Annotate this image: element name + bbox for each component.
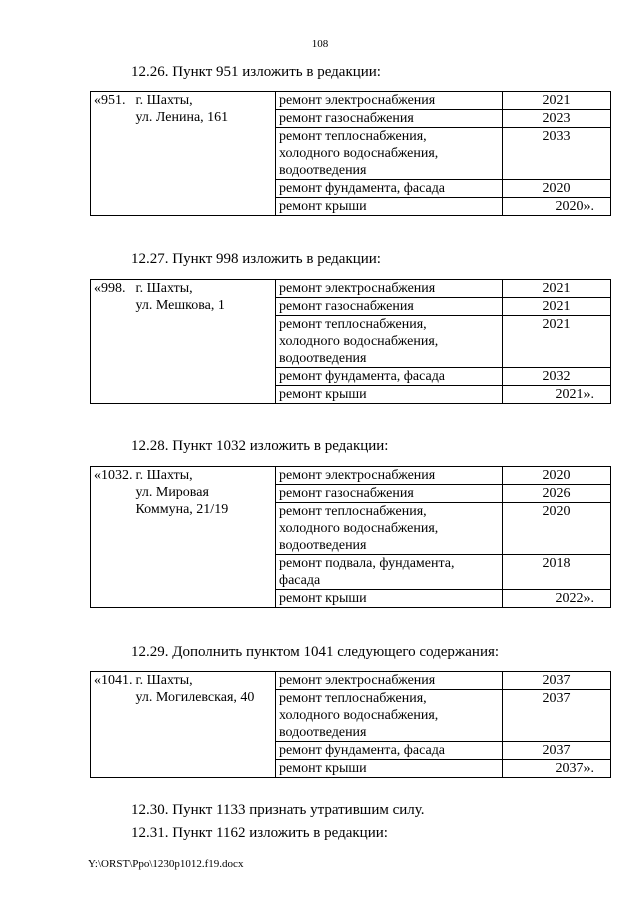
year-cell: 2020 — [503, 467, 611, 485]
work-type-line: ремонт подвала, фундамента, — [279, 556, 455, 571]
item-number: «951. — [91, 92, 133, 216]
amendment-table — [90, 279, 611, 404]
year-cell: 2037 — [503, 672, 611, 690]
amendment-table — [90, 91, 611, 216]
work-type-line: водоотведения — [279, 725, 367, 740]
amendment-table — [90, 671, 611, 778]
work-type-cell — [276, 503, 503, 555]
section-heading: 12.27. Пункт 998 изложить в редакции: — [131, 251, 381, 267]
work-type-cell — [276, 128, 503, 180]
address-line: г. Шахты, — [135, 281, 193, 296]
work-type-cell — [276, 742, 503, 760]
work-type-cell — [276, 92, 503, 110]
work-type-line: ремонт теплоснабжения, — [279, 129, 427, 144]
work-type-cell — [276, 386, 503, 404]
address-line: ул. Мешкова, 1 — [135, 298, 225, 313]
address-line: ул. Ленина, 161 — [135, 110, 229, 125]
page-number: 108 — [311, 38, 329, 50]
work-type-line: ремонт теплоснабжения, — [279, 504, 427, 519]
work-type-cell — [276, 760, 503, 778]
section-heading: 12.26. Пункт 951 изложить в редакции: — [131, 64, 381, 80]
year-cell: 2037 — [503, 690, 611, 742]
work-type-line: ремонт крыши — [279, 387, 367, 402]
work-type-line: ремонт крыши — [279, 199, 367, 214]
work-type-line: ремонт крыши — [279, 591, 367, 606]
work-type-cell — [276, 590, 503, 608]
address-cell — [133, 672, 276, 778]
year-cell: 2033 — [503, 128, 611, 180]
work-type-line: ремонт фундамента, фасада — [279, 369, 446, 384]
work-type-line: водоотведения — [279, 351, 367, 366]
closing-paragraph-2: 12.31. Пункт 1162 изложить в редакции: — [131, 825, 388, 841]
work-type-cell — [276, 690, 503, 742]
work-type-cell — [276, 555, 503, 590]
address-line: г. Шахты, — [135, 468, 193, 483]
year-cell: 2032 — [503, 368, 611, 386]
year-cell: 2021». — [503, 386, 611, 404]
work-type-line: ремонт электроснабжения — [279, 281, 436, 296]
work-type-line: водоотведения — [279, 538, 367, 553]
work-type-line: водоотведения — [279, 163, 367, 178]
year-cell: 2021 — [503, 92, 611, 110]
address-cell — [133, 92, 276, 216]
work-type-cell — [276, 110, 503, 128]
year-cell: 2022». — [503, 590, 611, 608]
section-heading: 12.29. Дополнить пунктом 1041 следующего содержания: — [131, 644, 500, 660]
item-number: «1041. — [91, 672, 133, 778]
work-type-line: ремонт крыши — [279, 761, 367, 776]
address-line: ул. Мировая — [135, 485, 209, 500]
table-row — [91, 672, 611, 690]
work-type-line: ремонт фундамента, фасада — [279, 743, 446, 758]
year-cell: 2020 — [503, 180, 611, 198]
work-type-line: ремонт фундамента, фасада — [279, 181, 446, 196]
work-type-line: ремонт электроснабжения — [279, 673, 436, 688]
address-line: г. Шахты, — [135, 93, 193, 108]
work-type-line: ремонт электроснабжения — [279, 93, 436, 108]
amendment-table — [90, 466, 611, 608]
work-type-cell — [276, 485, 503, 503]
address-line: ул. Могилевская, 40 — [135, 690, 255, 705]
year-cell: 2023 — [503, 110, 611, 128]
work-type-line: ремонт теплоснабжения, — [279, 691, 427, 706]
work-type-line: холодного водоснабжения, — [279, 334, 439, 349]
table-row — [91, 467, 611, 485]
section-heading: 12.28. Пункт 1032 изложить в редакции: — [131, 438, 389, 454]
work-type-line: ремонт газоснабжения — [279, 111, 414, 126]
table-row — [91, 92, 611, 110]
year-cell: 2021 — [503, 316, 611, 368]
work-type-cell — [276, 316, 503, 368]
year-cell: 2020». — [503, 198, 611, 216]
work-type-cell — [276, 298, 503, 316]
year-cell: 2026 — [503, 485, 611, 503]
address-cell — [133, 467, 276, 608]
address-line: г. Шахты, — [135, 673, 193, 688]
work-type-line: холодного водоснабжения, — [279, 521, 439, 536]
work-type-line: холодного водоснабжения, — [279, 708, 439, 723]
item-number: «998. — [91, 280, 133, 404]
work-type-line: фасада — [279, 573, 321, 588]
item-number: «1032. — [91, 467, 133, 608]
work-type-cell — [276, 467, 503, 485]
year-cell: 2021 — [503, 280, 611, 298]
work-type-line: ремонт газоснабжения — [279, 486, 414, 501]
work-type-cell — [276, 280, 503, 298]
work-type-cell — [276, 368, 503, 386]
address-cell — [133, 280, 276, 404]
work-type-cell — [276, 180, 503, 198]
year-cell: 2037». — [503, 760, 611, 778]
closing-paragraph-1: 12.30. Пункт 1133 признать утратившим силу. — [131, 802, 425, 818]
year-cell: 2037 — [503, 742, 611, 760]
file-path-footer: Y:\ORST\Ppo\1230p1012.f19.docx — [88, 858, 244, 870]
work-type-line: ремонт электроснабжения — [279, 468, 436, 483]
year-cell: 2018 — [503, 555, 611, 590]
year-cell: 2021 — [503, 298, 611, 316]
work-type-cell — [276, 198, 503, 216]
work-type-line: холодного водоснабжения, — [279, 146, 439, 161]
work-type-cell — [276, 672, 503, 690]
address-line: Коммуна, 21/19 — [135, 502, 229, 517]
year-cell: 2020 — [503, 503, 611, 555]
work-type-line: ремонт теплоснабжения, — [279, 317, 427, 332]
work-type-line: ремонт газоснабжения — [279, 299, 414, 314]
table-row — [91, 280, 611, 298]
